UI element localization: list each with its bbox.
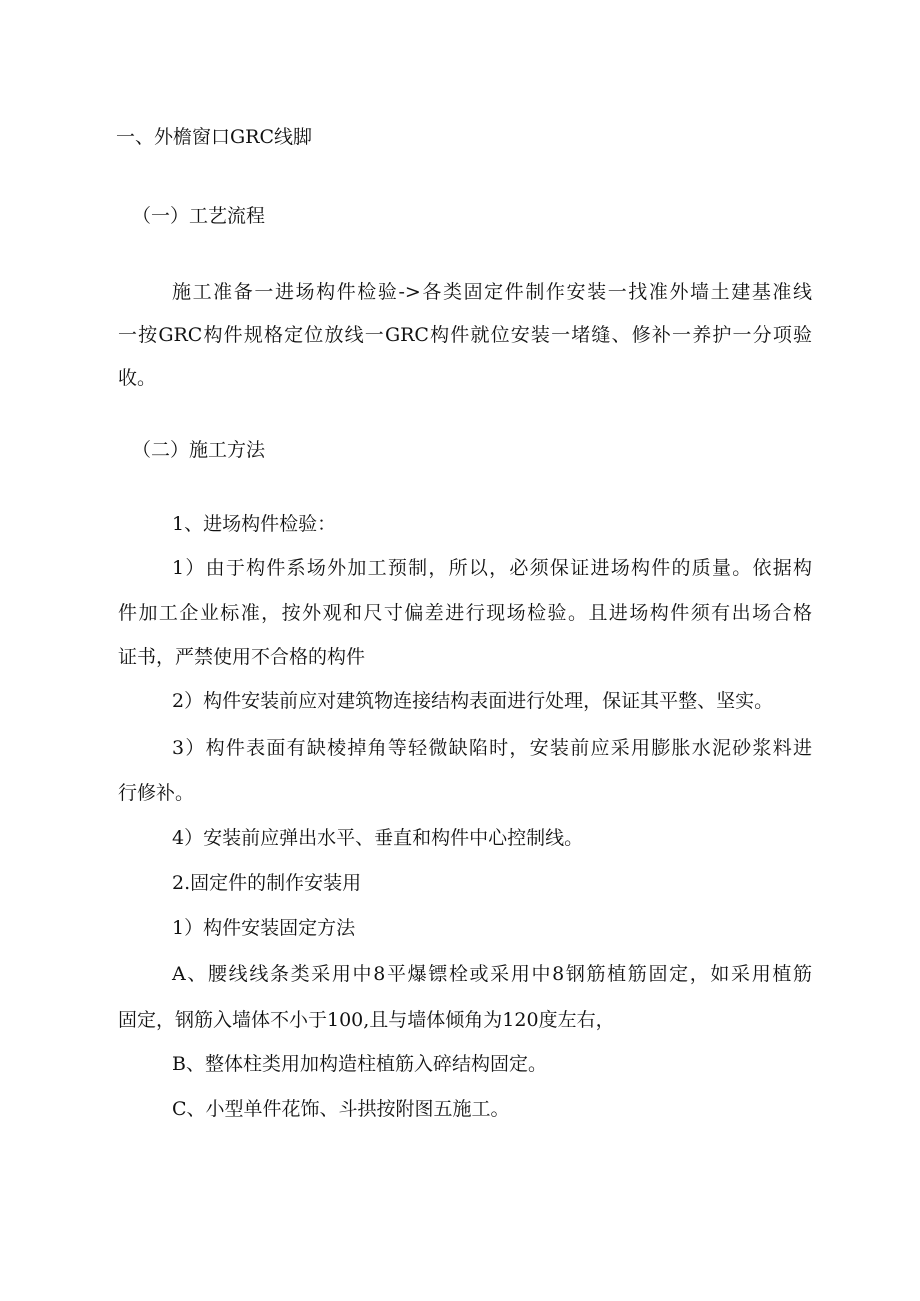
paragraph-line: A、腰线线条类采用中8平爆镖栓或采用中8钢筋植筋固定，如采用植筋 <box>172 963 812 985</box>
item-2-c: C、小型单件花饰、斗拱按附图五施工。 <box>172 1098 510 1120</box>
paragraph-line: 固定，钢筋入墙体不小于100,且与墙体倾角为120度左右， <box>118 1009 615 1031</box>
item-2-1: 1）构件安装固定方法 <box>172 917 356 939</box>
paragraph-line: 施工准备一进场构件检验->各类固定件制作安装一找准外墙土建基准线 <box>172 281 812 303</box>
paragraph-line: 证书，严禁使用不合格的构件 <box>118 646 366 668</box>
paragraph-line: 收。 <box>118 367 157 389</box>
item-1-title: 1、进场构件检验： <box>172 513 337 535</box>
paragraph-line: 一按GRC构件规格定位放线一GRC构件就位安装一堵缝、修补一养护一分项验 <box>118 324 812 346</box>
item-1-4: 4）安装前应弹出水平、垂直和构件中心控制线。 <box>172 827 584 849</box>
paragraph-line: 1）由于构件系场外加工预制，所以，必须保证进场构件的质量。依据构 <box>172 557 812 579</box>
section-1-title: （一）工艺流程 <box>132 205 266 227</box>
paragraph-line: 行修补。 <box>118 782 195 804</box>
heading-1: 一、外檐窗口GRC线脚 <box>116 126 313 148</box>
item-2-title: 2.固定件的制作安装用 <box>172 872 362 894</box>
paragraph-line: 件加工企业标准，按外观和尺寸偏差进行现场检验。且进场构件须有出场合格 <box>118 602 812 624</box>
item-1-2: 2）构件安装前应对建筑物连接结构表面进行处理，保证其平整、坚实。 <box>172 690 774 712</box>
section-2-title: （二）施工方法 <box>132 439 266 461</box>
item-2-b: B、整体柱类用加构造柱植筋入碎结构固定。 <box>172 1053 547 1075</box>
paragraph-line: 3）构件表面有缺棱掉角等轻微缺陷时，安装前应采用膨胀水泥砂浆料进 <box>172 737 812 759</box>
